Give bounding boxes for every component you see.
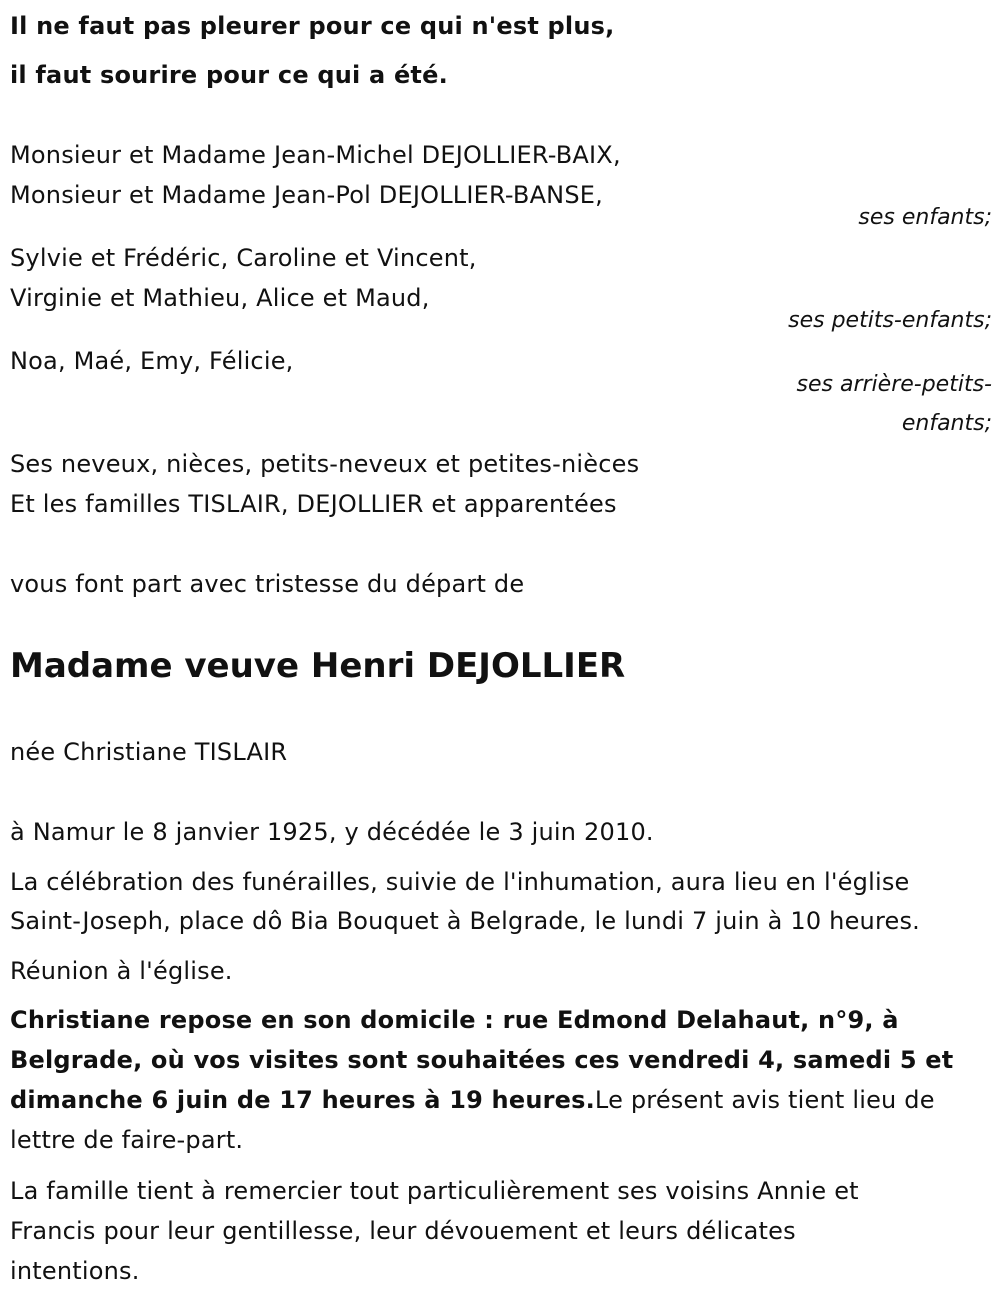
relatives-line-1: Ses neveux, nièces, petits-neveux et petites-nièces [10,450,640,478]
children-line-1: Monsieur et Madame Jean-Michel DEJOLLIER-BAIX, [10,141,621,169]
grandchildren-line-2: Virginie et Mathieu, Alice et Maud, [10,284,430,312]
quote-line-2: il faut sourire pour ce qui a été. [10,61,448,89]
visit-line-3-rest: Le présent avis tient lieu de [594,1086,935,1114]
ceremony-line-1: La célébration des funérailles, suivie de l'inhumation, aura lieu en l'église [10,868,910,896]
thanks-line-2: Francis pour leur gentillesse, leur dévouement et leurs délicates [10,1217,796,1245]
children-line-2: Monsieur et Madame Jean-Pol DEJOLLIER-BANSE, [10,181,603,209]
obituary-notice [10,0,992,1301]
visit-line-4: lettre de faire-part. [10,1126,244,1154]
ceremony-line-2: Saint-Joseph, place dô Bia Bouquet à Belgrade, le lundi 7 juin à 10 heures. [10,907,920,935]
visit-line-2: Belgrade, où vos visites sont souhaitées ces vendredi 4, samedi 5 et [10,1046,954,1074]
grandchildren-line-1: Sylvie et Frédéric, Caroline et Vincent, [10,244,477,272]
great-grandchildren-label-2: enfants; [901,411,992,436]
meeting-line: Réunion à l'église. [10,957,233,985]
visit-hours: dimanche 6 juin de 17 heures à 19 heures. [10,1086,595,1114]
relatives-line-2: Et les familles TISLAIR, DEJOLLIER et apparentées [10,490,617,518]
grandchildren-label: ses petits-enfants; [788,308,992,333]
great-grandchildren-line: Noa, Maé, Emy, Félicie, [10,347,294,375]
maiden-name: née Christiane TISLAIR [10,738,288,766]
visit-line-3 [10,1080,935,1120]
thanks-line-3: intentions. [10,1257,140,1285]
thanks-line-1: La famille tient à remercier tout particulièrement ses voisins Annie et [10,1177,859,1205]
announcement-text: vous font part avec tristesse du départ de [10,570,525,598]
deceased-name: Madame veuve Henri DEJOLLIER [10,646,626,686]
great-grandchildren-label-1: ses arrière-petits- [796,372,992,397]
children-label: ses enfants; [858,205,992,230]
quote-line-1: Il ne faut pas pleurer pour ce qui n'est plus, [10,12,615,40]
visit-line-1: Christiane repose en son domicile : rue Edmond Delahaut, n°9, à [10,1006,899,1034]
birth-death-line: à Namur le 8 janvier 1925, y décédée le 3 juin 2010. [10,818,654,846]
